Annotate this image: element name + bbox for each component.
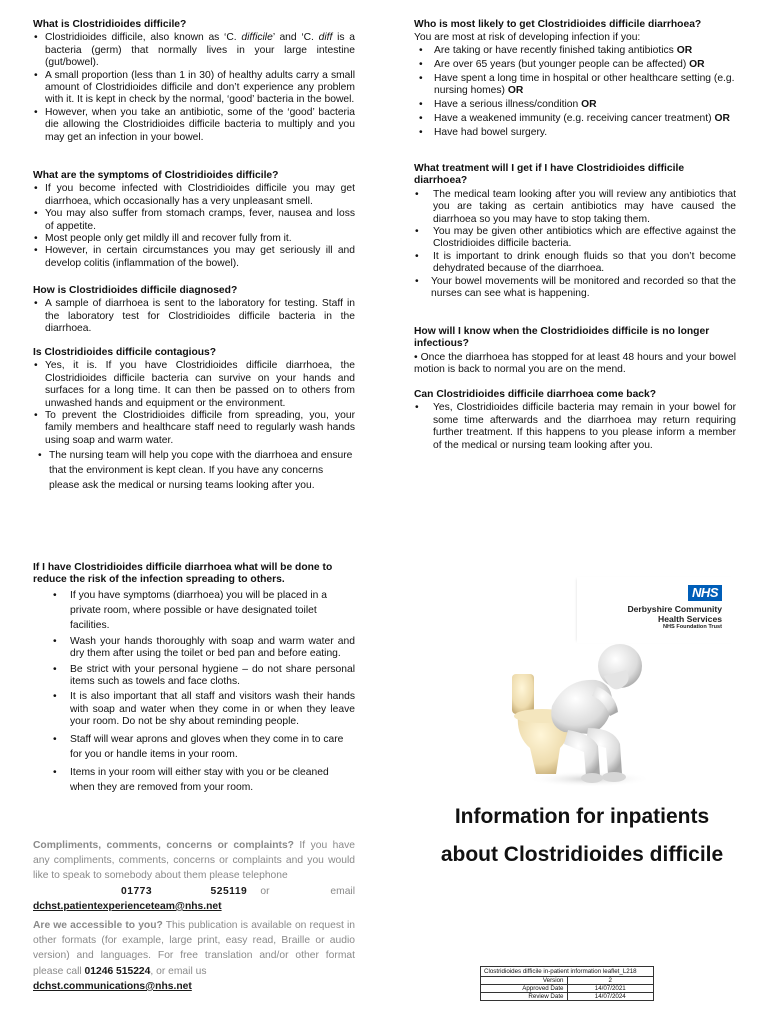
section-symptoms	[33, 170, 355, 270]
list-item: • You may be given other antibiotics which are effective against the Clostridioides difficile bacteria.	[414, 226, 736, 251]
heading-treatment: What treatment will I get if I have Clostridioides difficile diarrhoea?	[414, 163, 685, 187]
list-come-back	[414, 402, 736, 452]
accessible-lead: Are we accessible to you?	[33, 920, 163, 931]
intro-text: You are most at risk of developing infection if you:	[414, 32, 641, 44]
heading-no-longer-infectious: How will I know when the Clostridioides difficile is no longer infectious?	[414, 326, 710, 350]
section-come-back	[414, 389, 736, 452]
toilet-figure-illustration	[508, 636, 654, 788]
list-item: • Have a serious illness/condition OR	[414, 99, 736, 111]
list-item: • Most people only get mildly ill and recover fully from it.	[33, 233, 355, 245]
list-item: • Your bowel movements will be monitored and recorded so that the nurses can see what is happening.	[414, 276, 736, 301]
list-treatment	[414, 189, 736, 301]
list-item: • Staff will wear aprons and gloves when they come in to care for you or handle items in your room.	[53, 732, 355, 762]
list-item: • It is important to drink enough fluids so that you don’t become dehydrated because of the diarrhoea.	[414, 251, 736, 276]
list-item: • Yes, it is. If you have Clostridioides difficile diarrhoea, the Clostridioides difficile bacteria can survive on your hands and surfaces for a long time. It can then be passed on to others from unwashed hands and equipment or the environment.	[33, 360, 355, 410]
table-row: Version 2	[481, 977, 654, 985]
document-control-table	[480, 966, 654, 1001]
accessible-block: Are we accessible to you? This publication is available on request in other formats (for example, large print, easy read, Braille or audio version) and languages. For free translation and/or other format please call 01246 515224, or email us dchst.communications@nhs.net	[33, 920, 356, 992]
trust-name: Derbyshire Community Health Services NHS Foundation Trust	[627, 604, 722, 630]
list-item: • However, when you take an antibiotic, some of the ‘good’ bacteria die allowing the Clostridioides difficile bacteria to multiply and you may get an infection in your bowel.	[33, 107, 355, 144]
compliments-lead: Compliments, comments, concerns or complaints?	[33, 840, 294, 851]
compliments-block: Compliments, comments, concerns or complaints? If you have any compliments, comments, concerns or complaints and you would like to speak to somebody about them please telephone 01773 525119 or email dchst.patientexperienceteam@nhs.net	[33, 840, 355, 912]
list-item: • Yes, Clostridioides difficile bacteria may remain in your bowel for some time afterwards and the diarrhoea may return requiring further treatment. If this happens to you please inform a member of the medical or nursing team looking after you.	[414, 402, 736, 452]
section-most-likely	[414, 19, 736, 141]
list-item: • Have had bowel surgery.	[414, 127, 736, 139]
section-treatment	[414, 163, 736, 300]
cover-title-line-1: Information for inpatients	[454, 805, 710, 828]
nhs-logo: NHS	[688, 585, 722, 601]
list-item: • However, in certain circumstances you may get seriously ill and develop colitis (inflammation of the bowel).	[33, 245, 355, 270]
list-item: • The nursing team will help you cope with the diarrhoea and ensure that the environment is kept clean. If you have any concerns please ask the medical or nursing teams looking after you.	[37, 448, 355, 493]
list-item: • Are taking or have recently finished taking antibiotics OR	[414, 45, 736, 57]
list-item: • A sample of diarrhoea is sent to the laboratory for testing. Staff in the laboratory test for Clostridioides difficile bacteria in the diarrhoea.	[33, 298, 355, 335]
list-item: • If you become infected with Clostridioides difficile you may get diarrhoea, which occasionally has a very unpleasant smell.	[33, 183, 355, 208]
list-item: • Be strict with your personal hygiene – do not share personal items such as towels and face cloths.	[53, 664, 355, 689]
table-row: Approved Date 14/07/2021	[481, 985, 654, 993]
compliments-email-link[interactable]: dchst.patientexperienceteam@nhs.net	[33, 900, 222, 912]
cover-title	[404, 798, 760, 874]
list-contagious	[33, 360, 355, 447]
heading-diagnosed: How is Clostridioides difficile diagnosed?	[33, 285, 238, 296]
section-reduce-risk	[33, 562, 355, 798]
list-item: • It is also important that all staff and visitors wash their hands with soap and water when they come in or when they leave your room. Do not be shy about reminding people.	[53, 691, 355, 728]
table-header-cell: Clostridioides difficile in-patient information leaflet_L218	[481, 967, 654, 977]
list-item: • Wash your hands thoroughly with soap and warm water and dry them after using the toilet or bed pan and before eating.	[53, 636, 355, 661]
list-item: • To prevent the Clostridioides difficile from spreading, you, your family members and healthcare staff need to regularly wash hands using soap and warm water.	[33, 410, 355, 447]
list-item: • Clostridioides difficile, also known as ‘C. difficile’ and ‘C. diff is a bacteria (germ) that normally lives in your large intestine (gut/bowel).	[33, 32, 355, 69]
heading-reduce-risk: If I have Clostridioides difficile diarrhoea what will be done to reduce the risk of the infection spreading to others.	[33, 562, 333, 586]
list-item: • Are over 65 years (but younger people can be affected) OR	[414, 59, 736, 71]
list-item: • Items in your room will either stay with you or be cleaned when they are removed from your room.	[53, 765, 355, 795]
list-item: • Have spent a long time in hospital or other healthcare setting (e.g. nursing homes) OR	[414, 73, 736, 98]
list-contagious-nursing	[33, 448, 355, 493]
list-item: • If you have symptoms (diarrhoea) you will be placed in a private room, where possible or have designated toilet facilities.	[53, 588, 355, 633]
cover-title-line-2: about Clostridioides difficile	[440, 843, 724, 866]
compliments-contact-line: 01773 525119 or email	[121, 885, 355, 897]
heading-symptoms: What are the symptoms of Clostridioides difficile?	[33, 170, 279, 181]
section-no-longer-infectious	[414, 326, 736, 377]
list-reduce-risk	[33, 588, 355, 795]
list-diagnosed	[33, 298, 355, 335]
heading-contagious: Is Clostridioides difficile contagious?	[33, 347, 217, 358]
list-most-likely	[414, 45, 736, 139]
nhs-logo-block	[577, 577, 735, 643]
heading-come-back: Can Clostridioides difficile diarrhoea come back?	[414, 389, 657, 400]
heading-what-is: What is Clostridioides difficile?	[33, 19, 187, 30]
table-row	[481, 967, 654, 977]
list-item: • A small proportion (less than 1 in 30) of healthy adults carry a small amount of Clostridioides difficile and don’t experience any problem with it. It is kept in check by the normal, ‘good’ bacteria in the bowel.	[33, 70, 355, 107]
section-diagnosed	[33, 285, 355, 336]
list-item: • Have a weakened immunity (e.g. receiving cancer treatment) OR	[414, 113, 736, 125]
list-item: • The medical team looking after you will review any antibiotics that you are taking as certain antibiotics may have caused the diarrhoea so you may have to stop taking them.	[414, 189, 736, 226]
table-row: Review Date 14/07/2024	[481, 993, 654, 1001]
no-longer-text: • Once the diarrhoea has stopped for at least 48 hours and your bowel motion is back to normal you are on the mend.	[414, 351, 736, 376]
section-what-is	[33, 19, 355, 144]
list-symptoms	[33, 183, 355, 270]
section-contagious	[33, 347, 355, 493]
accessible-email-link[interactable]: dchst.communications@nhs.net	[33, 980, 192, 992]
list-what-is	[33, 32, 355, 144]
list-item: • You may also suffer from stomach cramps, fever, nausea and loss of appetite.	[33, 208, 355, 233]
heading-most-likely: Who is most likely to get Clostridioides difficile diarrhoea?	[414, 19, 702, 30]
